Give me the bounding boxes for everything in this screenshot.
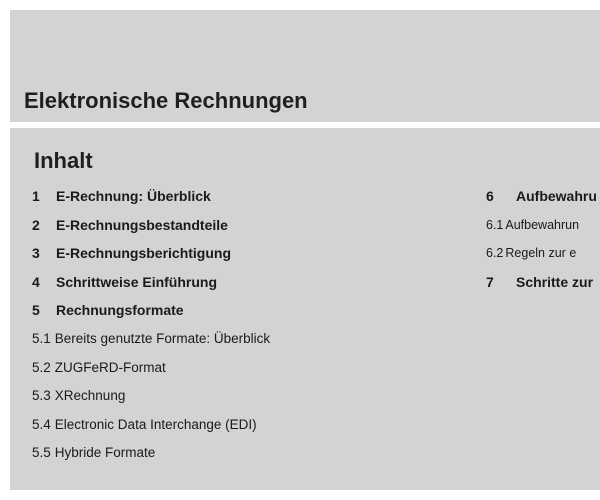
toc-item-label: Schritte zur: [516, 273, 594, 290]
toc-item-label: ZUGFeRD-Format: [54, 359, 166, 375]
toc-item-5-2[interactable]: [32, 358, 270, 387]
toc-item-5-1[interactable]: [32, 329, 270, 358]
toc-item-number: 5.5: [32, 445, 51, 461]
toc-item-label: Electronic Data Interchange (EDI): [54, 416, 257, 432]
toc-item-label: E-Rechnungsberichtigung: [56, 245, 231, 262]
toc-item-6[interactable]: [486, 186, 600, 215]
toc-item-number: 4: [32, 273, 40, 290]
toc-item-6-1[interactable]: [486, 215, 600, 244]
toc-left-column: [32, 186, 270, 472]
toc-item-number: 5.1: [32, 330, 51, 346]
toc-item-number: 6.1: [486, 217, 504, 232]
toc-heading: Inhalt: [34, 148, 93, 173]
toc-item-1[interactable]: [32, 186, 270, 215]
toc-item-4[interactable]: [32, 272, 270, 301]
toc-item-number: 5.2: [32, 359, 51, 375]
toc-item-5-5[interactable]: [32, 443, 270, 472]
toc-item-3[interactable]: [32, 243, 270, 272]
toc-item-5-3[interactable]: [32, 386, 270, 415]
toc-item-number: 6: [486, 188, 494, 204]
toc-item-number: 5: [32, 302, 40, 319]
toc-item-2[interactable]: [32, 215, 270, 244]
document-title: Elektronische Rechnungen: [24, 88, 308, 113]
toc-item-label: Bereits genutzte Formate: Überblick: [54, 330, 271, 346]
toc-item-6-2[interactable]: [486, 243, 600, 272]
toc-item-label: Hybride Formate: [54, 445, 156, 461]
toc-item-number: 2: [32, 216, 40, 233]
toc-item-number: 6.2: [486, 246, 504, 261]
toc-item-label: E-Rechnung: Überblick: [56, 188, 211, 204]
toc-right-column: [486, 186, 600, 300]
toc-item-label: Aufbewahru: [516, 188, 597, 204]
toc-item-label: XRechnung: [54, 388, 126, 404]
toc-panel: [10, 128, 600, 490]
toc-item-label: Rechnungsformate: [56, 302, 184, 319]
toc-item-label: Regeln zur e: [505, 246, 577, 261]
toc-item-number: 7: [486, 273, 494, 290]
toc-item-5[interactable]: [32, 300, 270, 329]
toc-item-number: 3: [32, 245, 40, 262]
toc-item-number: 1: [32, 188, 40, 204]
toc-item-7[interactable]: [486, 272, 600, 301]
toc-item-5-4[interactable]: [32, 415, 270, 444]
toc-item-number: 5.4: [32, 416, 51, 432]
toc-item-label: Schrittweise Einführung: [56, 273, 218, 290]
toc-item-number: 5.3: [32, 388, 51, 404]
toc-item-label: Aufbewahrun: [505, 217, 580, 232]
toc-item-label: E-Rechnungsbestandteile: [56, 216, 228, 233]
